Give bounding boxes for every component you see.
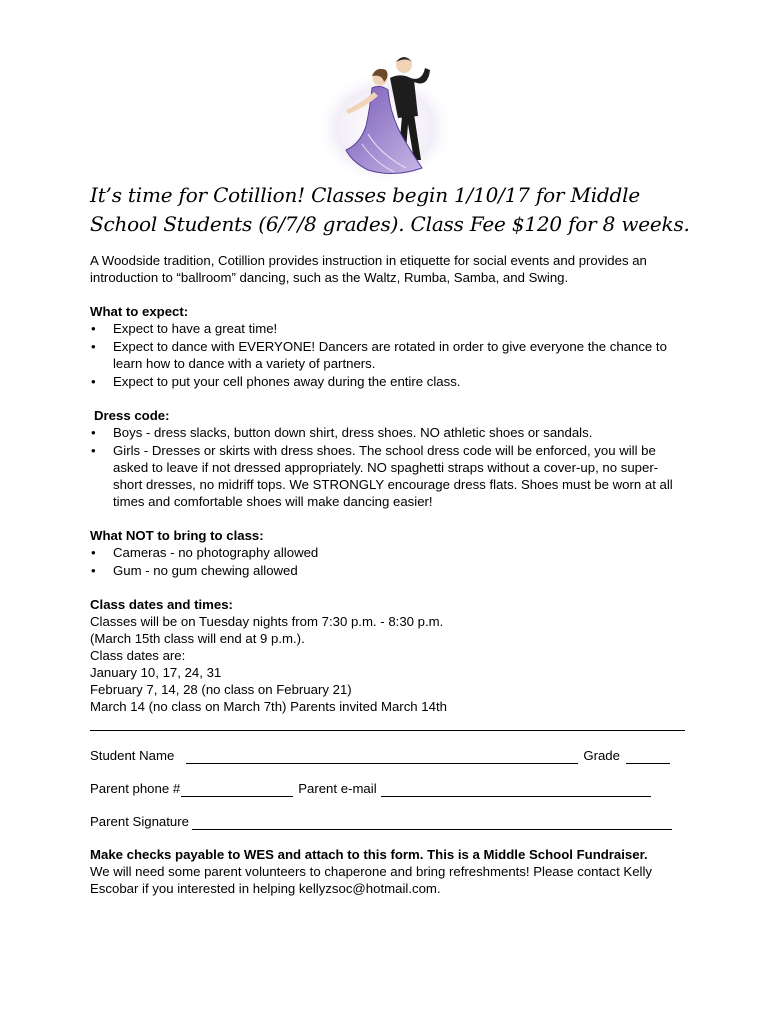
list-item: • Cameras - no photography allowed [90, 544, 685, 561]
dates-heading: Class dates and times: [90, 597, 233, 612]
list-item: • Boys - dress slacks, button down shirt, dress shoes. NO athletic shoes or sandals. [90, 424, 685, 441]
grade-label: Grade [583, 748, 620, 763]
document-body [90, 252, 685, 897]
volunteer-note: We will need some parent volunteers to chaperone and bring refreshments! Please contact Kelly Escobar if you interested in helping kellyzsoc@hotmail.com. [90, 864, 653, 896]
expect-heading: What to expect: [90, 304, 189, 319]
list-item: • Girls - Dresses or skirts with dress shoes. The school dress code will be enforced, you will be asked to leave if not dressed appropriately. NO spaghetti straps without a cover-up, no super-short dresses, no midriff tops. We STRONGLY encourage dress flats. Shoes must be worn at all times and comfortable shoes will make dancing easier! [90, 442, 685, 510]
list-item: • Gum - no gum chewing allowed [90, 562, 685, 579]
divider-line [90, 715, 685, 731]
parent-signature-field[interactable] [192, 816, 672, 830]
intro-paragraph: A Woodside tradition, Cotillion provides instruction in etiquette for social events and provides an introduction to “ballroom” dancing, such as the Waltz, Rumba, Samba, and Swing. [90, 253, 647, 285]
dates-line: January 10, 17, 24, 31 [90, 665, 222, 680]
page-title: It’s time for Cotillion! Classes begin 1/10/17 for Middle School Students (6/7/8 grades). Class Fee $120 for 8 weeks. [90, 183, 690, 236]
dates-line: March 14 (no class on March 7th) Parents invited March 14th [90, 699, 447, 714]
ballroom-dancers-illustration [310, 44, 460, 182]
dates-line: (March 15th class will end at 9 p.m.). [90, 631, 305, 646]
list-item: • Expect to put your cell phones away during the entire class. [90, 373, 685, 390]
dress-code-list [90, 424, 685, 510]
parent-phone-label: Parent phone # [90, 781, 181, 796]
parent-email-field[interactable] [381, 783, 651, 797]
not-bring-heading: What NOT to bring to class: [90, 528, 264, 543]
student-name-label: Student Name [90, 748, 175, 763]
list-item: • Expect to dance with EVERYONE! Dancers are rotated in order to give everyone the chance to learn how to dance with a variety of partners. [90, 338, 685, 372]
dates-line: February 7, 14, 28 (no class on February 21) [90, 682, 352, 697]
payment-note: Make checks payable to WES and attach to this form. This is a Middle School Fundraiser. [90, 847, 648, 862]
not-bring-list [90, 544, 685, 579]
grade-field[interactable] [626, 750, 670, 764]
parent-phone-field[interactable] [181, 783, 293, 797]
parent-contact-row [90, 780, 685, 797]
dates-line: Classes will be on Tuesday nights from 7:30 p.m. - 8:30 p.m. [90, 614, 444, 629]
signature-row [90, 813, 685, 830]
expect-list [90, 320, 685, 390]
student-name-field[interactable] [186, 750, 578, 764]
parent-signature-label: Parent Signature [90, 814, 189, 829]
parent-email-label: Parent e-mail [298, 781, 377, 796]
dates-line: Class dates are: [90, 648, 186, 663]
student-row [90, 747, 685, 764]
list-item: • Expect to have a great time! [90, 320, 685, 337]
dress-code-heading: Dress code: [94, 408, 170, 423]
